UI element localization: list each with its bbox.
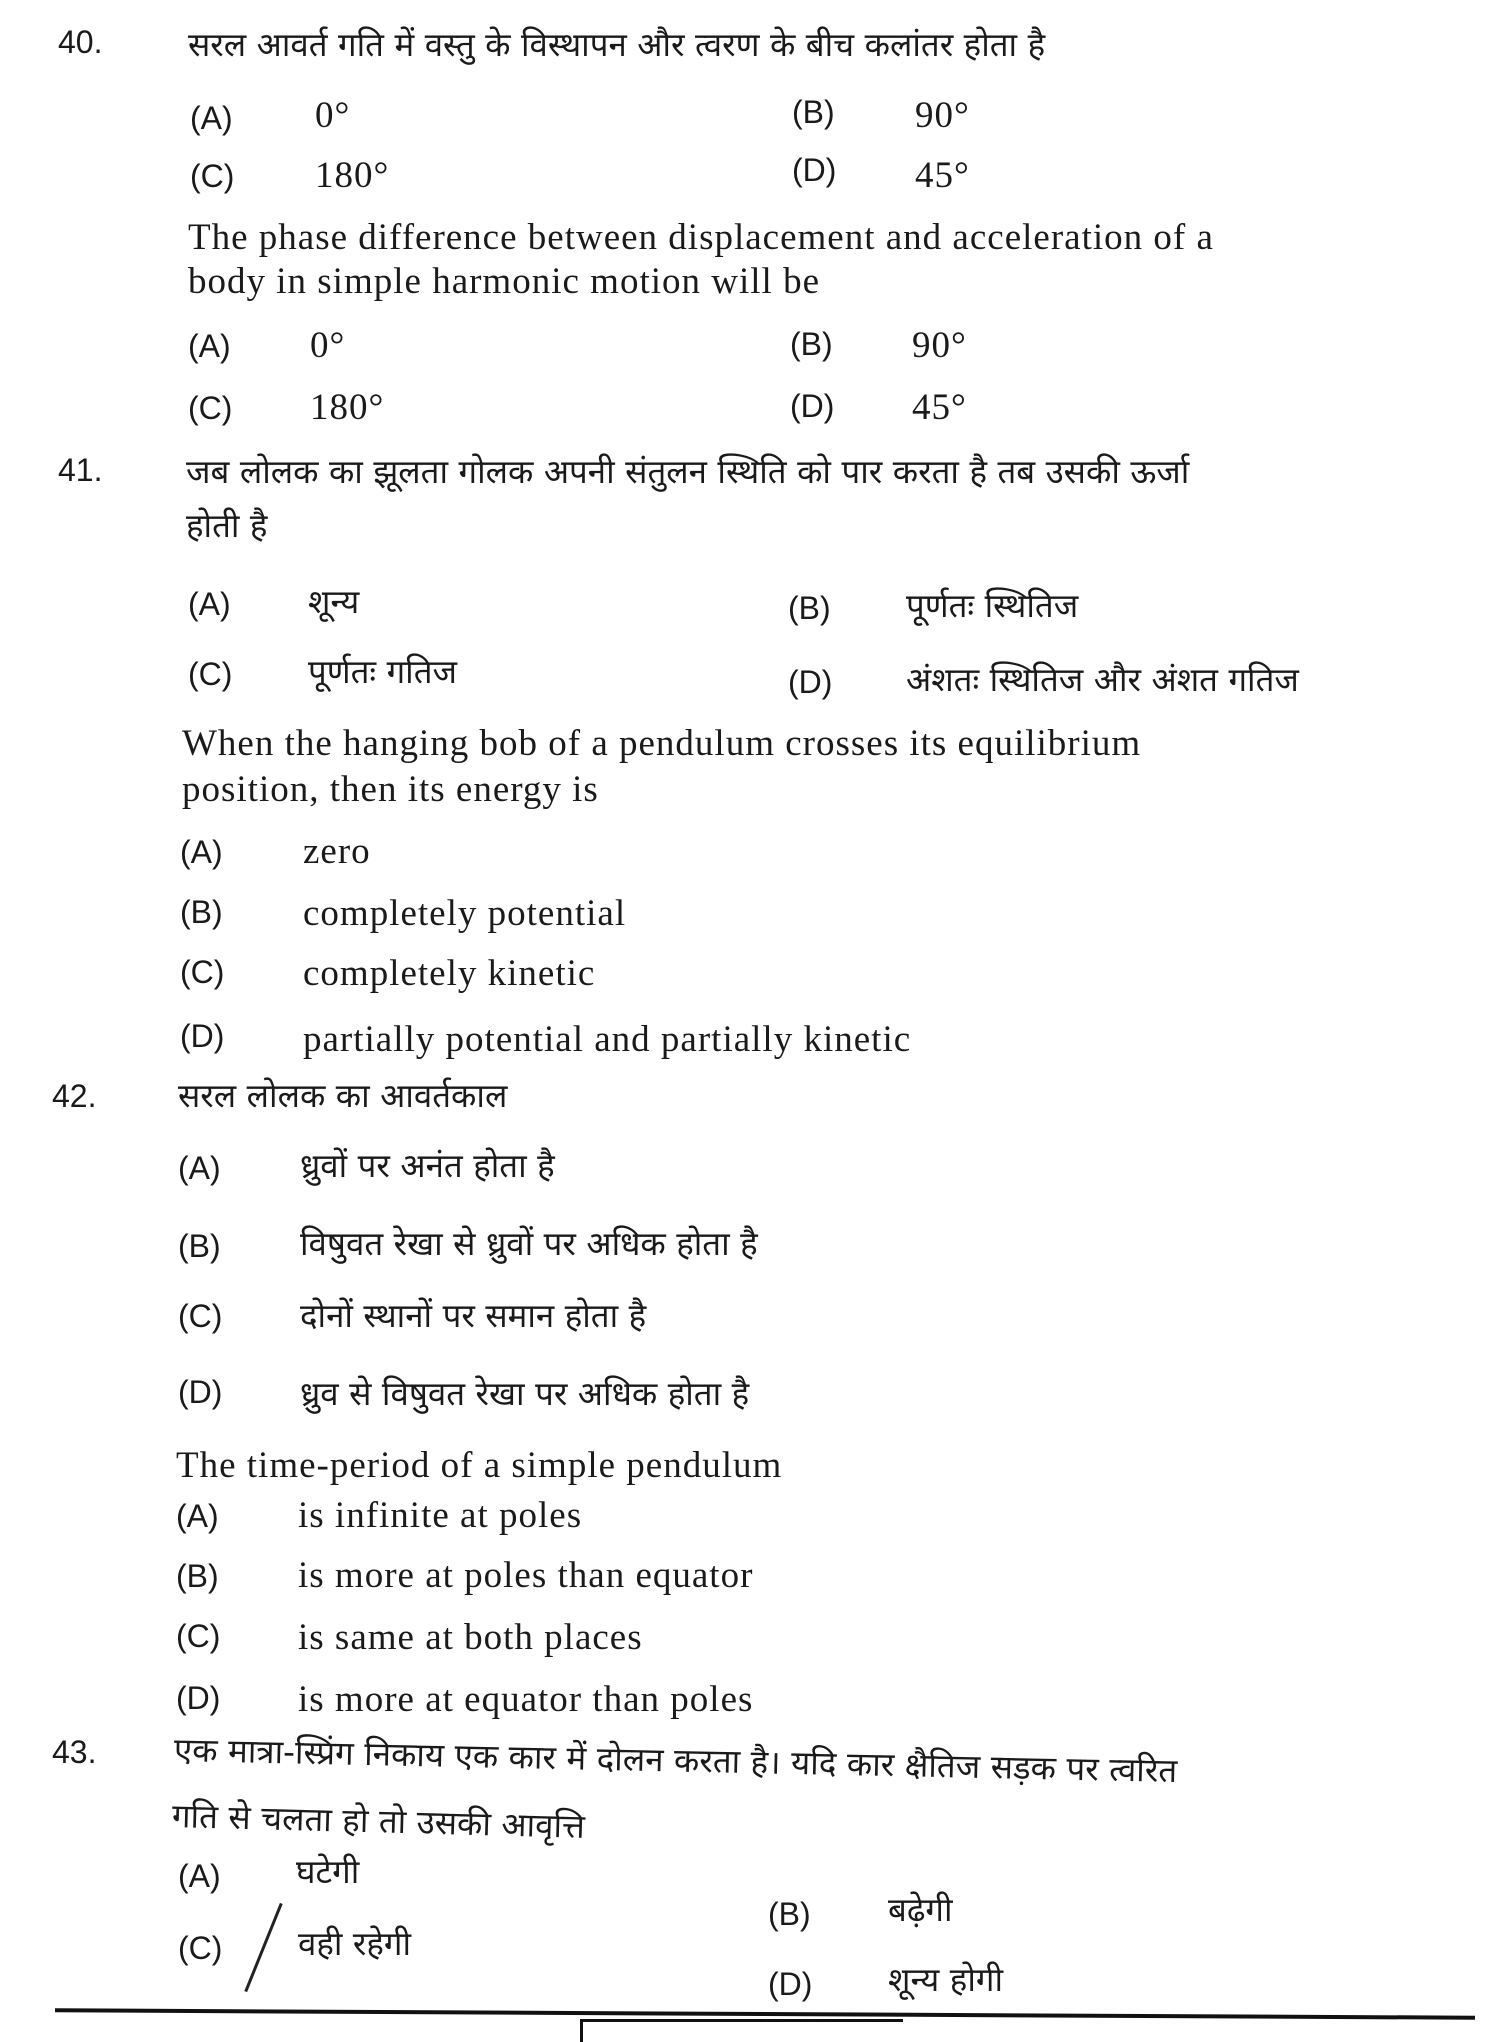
option-text: 0° xyxy=(310,325,346,366)
option-label: (B) xyxy=(788,590,831,626)
question-number: 40. xyxy=(58,24,103,60)
option-text: zero xyxy=(303,831,371,872)
option-text: ध्रुव से विषुवत रेखा पर अधिक होता है xyxy=(300,1374,750,1413)
option-label: (C) xyxy=(180,954,225,990)
question-number: 41. xyxy=(58,452,103,488)
option-text: partially potential and partially kinetic xyxy=(303,1019,912,1060)
option-label: (B) xyxy=(180,894,223,930)
option-label: (C) xyxy=(188,656,233,692)
option-label: (D) xyxy=(176,1680,221,1716)
option-text: बढ़ेगी xyxy=(888,1890,953,1929)
option-text: विषुवत रेखा से ध्रुवों पर अधिक होता है xyxy=(300,1224,758,1263)
option-label: (B) xyxy=(178,1228,221,1264)
option-label: (B) xyxy=(176,1558,219,1594)
option-text: ध्रुवों पर अनंत होता है xyxy=(300,1146,555,1185)
option-label: (A) xyxy=(178,1858,221,1894)
option-label: (B) xyxy=(768,1896,811,1932)
question-text-english: The time-period of a simple pendulum xyxy=(176,1445,783,1486)
option-text: is more at equator than poles xyxy=(298,1679,754,1720)
option-text: 180° xyxy=(310,387,385,428)
option-text: 90° xyxy=(915,95,970,136)
option-label: (C) xyxy=(188,390,233,426)
option-label: (A) xyxy=(178,1150,221,1186)
option-text: पूर्णतः स्थितिज xyxy=(906,586,1079,625)
option-label: (C) xyxy=(178,1298,223,1334)
option-text: is infinite at poles xyxy=(298,1495,583,1536)
option-text: 0° xyxy=(315,95,351,136)
option-label: (D) xyxy=(768,1966,813,2002)
option-text: 45° xyxy=(912,387,967,428)
question-text-hindi: सरल लोलक का आवर्तकाल xyxy=(178,1076,508,1115)
footer-rule xyxy=(55,2008,1475,2019)
option-text: 45° xyxy=(915,155,970,196)
question-number: 43. xyxy=(52,1734,97,1770)
footer-code-box xyxy=(580,2019,903,2042)
option-text: वही रहेगी xyxy=(298,1924,412,1963)
pen-tick-mark xyxy=(244,1903,282,1992)
question-text-hindi: होती है xyxy=(186,506,268,545)
option-text: is same at both places xyxy=(298,1617,643,1658)
option-text: पूर्णतः गतिज xyxy=(308,652,457,691)
question-text-hindi: सरल आवर्त गति में वस्तु के विस्थापन और त्वरण के बीच कलांतर होता है xyxy=(188,25,1046,64)
option-label: (A) xyxy=(176,1498,219,1534)
question-text-english: When the hanging bob of a pendulum crosses its equilibrium xyxy=(182,723,1142,764)
option-text: घटेगी xyxy=(296,1852,360,1891)
option-text: completely potential xyxy=(303,893,627,934)
option-label: (D) xyxy=(792,152,837,188)
option-label: (A) xyxy=(180,834,223,870)
option-text: शून्य होगी xyxy=(888,1960,1004,1999)
question-number: 42. xyxy=(52,1078,97,1114)
option-label: (C) xyxy=(178,1930,223,1966)
option-text: 180° xyxy=(315,155,390,196)
option-label: (D) xyxy=(180,1018,225,1054)
option-label: (A) xyxy=(188,328,231,364)
question-text-english: The phase difference between displacement and acceleration of a xyxy=(188,217,1214,258)
option-text: दोनों स्थानों पर समान होता है xyxy=(300,1296,647,1335)
option-label: (A) xyxy=(188,586,231,622)
option-label: (D) xyxy=(788,664,833,700)
option-text: 90° xyxy=(912,325,967,366)
option-label: (B) xyxy=(792,94,835,130)
option-text: शून्य xyxy=(308,582,360,621)
option-label: (A) xyxy=(190,100,233,136)
option-text: अंशतः स्थितिज और अंशत गतिज xyxy=(906,660,1299,699)
question-text-hindi: जब लोलक का झूलता गोलक अपनी संतुलन स्थिति को पार करता है तब उसकी ऊर्जा xyxy=(186,452,1190,491)
option-label: (D) xyxy=(790,388,835,424)
question-text-hindi: गति से चलता हो तो उसकी आवृत्ति xyxy=(171,1796,586,1846)
option-label: (B) xyxy=(790,326,833,362)
option-text: completely kinetic xyxy=(303,953,596,994)
option-label: (C) xyxy=(190,158,235,194)
question-text-english: body in simple harmonic motion will be xyxy=(188,261,820,302)
option-label: (D) xyxy=(178,1374,223,1410)
option-label: (C) xyxy=(176,1618,221,1654)
question-text-english: position, then its energy is xyxy=(182,769,599,810)
question-text-hindi: एक मात्रा-स्प्रिंग निकाय एक कार में दोलन करता है। यदि कार क्षैतिज सड़क पर त्वरित xyxy=(173,1730,1178,1791)
option-text: is more at poles than equator xyxy=(298,1555,754,1596)
